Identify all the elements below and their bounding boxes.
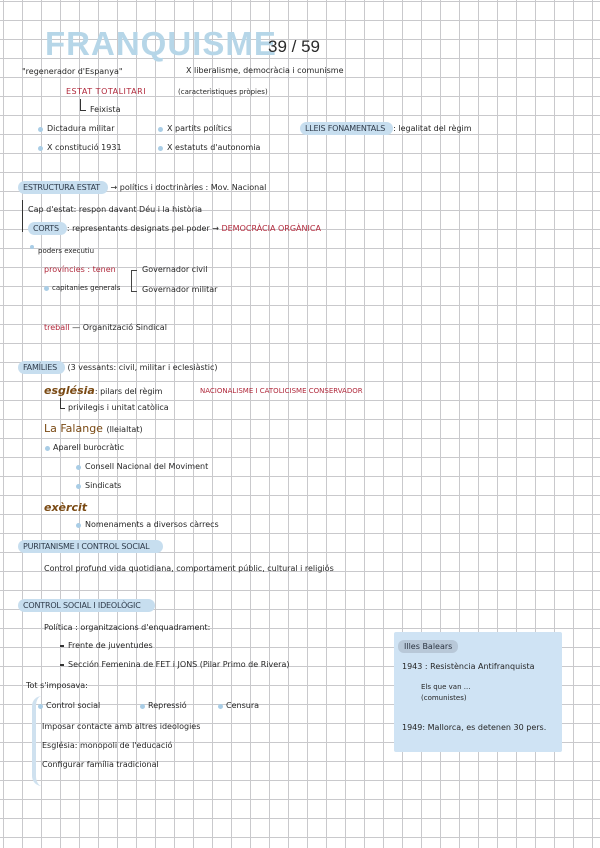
puritanisme-heading: PURITANISME I CONTROL SOCIAL <box>18 540 163 553</box>
control-heading-row <box>18 602 155 610</box>
provincies-bracket <box>131 270 137 292</box>
bullet-icon <box>76 465 81 470</box>
seccion-row <box>68 661 289 669</box>
nomenaments-text: Nomenaments a diversos càrrecs <box>85 520 219 529</box>
esglesia-row <box>44 385 162 396</box>
tag-control-social: Control social <box>46 701 101 710</box>
constitucio-text: X constitució 1931 <box>47 143 122 152</box>
regenerador-text: "regenerador d'Espanya" <box>22 67 123 76</box>
estat-totalitari: ESTAT TOTALITARI <box>66 87 147 96</box>
estructura-heading-row <box>18 184 266 192</box>
cap-estat-text: Cap d'estat: respon davant Déu i la història <box>28 205 203 214</box>
bullet-icon <box>38 146 43 151</box>
bullet-icon <box>38 704 43 709</box>
treball-note: — Organització Sindical <box>72 323 167 332</box>
control-heading: CONTROL SOCIAL I IDEOLÒGIC <box>18 599 155 612</box>
democracia-organica: DEMOCRÀCIA ORGÀNICA <box>221 224 321 233</box>
illes-balears-title: Illes Balears <box>398 640 458 653</box>
bullet-icon <box>45 446 50 451</box>
page-title: FRANQUISME <box>45 25 277 62</box>
governador-militar: Governador militar <box>142 285 218 294</box>
sidebox-line3: 1949: Mallorca, es detenen 30 pers. <box>402 723 547 732</box>
tag-repressio: Repressió <box>148 701 187 710</box>
estructura-heading: ESTRUCTURA ESTAT <box>18 181 108 194</box>
lleis-note: : legalitat del règim <box>393 124 472 133</box>
section-line <box>22 200 23 232</box>
bullet-icon <box>44 286 49 291</box>
sindicats-text: Sindicats <box>85 481 122 490</box>
arrow-line <box>60 398 61 408</box>
falange-label: La Falange <box>44 422 103 435</box>
falange-note: (lleialtat) <box>106 425 143 434</box>
treball-label: treball <box>44 323 70 332</box>
capitanies-text: capitanies generals <box>52 284 121 292</box>
dash-icon <box>60 645 64 647</box>
consell-text: Consell Nacional del Moviment <box>85 462 209 471</box>
privilegis-text: privilegis i unitat catòlica <box>68 403 169 412</box>
bullet-icon <box>158 127 163 132</box>
frente-text: Frente de juventudes <box>68 641 153 650</box>
partits-text: X partits polítics <box>167 124 232 133</box>
corts-row <box>28 225 321 233</box>
politica-text: Política : organitzacions d'enquadrament: <box>44 623 211 632</box>
treball-row <box>44 324 167 332</box>
seccion-note: (Pilar Primo de Rivera) <box>199 660 290 669</box>
nacionalisme-text: NACIONALISME I CATOLICISME CONSERVADOR <box>200 387 363 395</box>
esglesia-label: església <box>44 384 95 397</box>
control-line: Imposar contacte amb altres ideologies <box>42 722 201 731</box>
provincies-text: províncies : tenen <box>44 265 116 274</box>
bullet-icon <box>140 704 145 709</box>
bullet-icon <box>30 245 34 249</box>
seccion-text: Sección Femenina de FET i JONS <box>68 660 198 669</box>
tag-censura: Censura <box>226 701 260 710</box>
bullet-icon <box>76 484 81 489</box>
page-counter: 39 / 59 <box>268 37 320 56</box>
control-line: Església: monopoli de l'educació <box>42 741 173 750</box>
poders-text: poders executiu <box>38 247 95 255</box>
feixista-text: Feixista <box>90 105 121 114</box>
dictadura-text: Dictadura militar <box>47 124 115 133</box>
esglesia-note: : pilars del règim <box>94 387 163 396</box>
control-line: Configurar família tradicional <box>42 760 159 769</box>
bullet-icon <box>38 127 43 132</box>
lleis-heading: LLEIS FONAMENTALS <box>300 122 393 135</box>
sidebox-line2a: Els que van ... <box>421 683 471 691</box>
families-note: (3 vessants: civil, militar i eclesiàstic) <box>67 363 218 372</box>
arrow-line <box>80 99 81 110</box>
families-heading-row <box>18 364 218 372</box>
arrow-line <box>60 408 65 409</box>
estat-totalitari-note: (caracterìstiques pròpies) <box>178 88 268 96</box>
exercit-label: exèrcit <box>44 501 87 514</box>
dash-icon <box>60 664 64 666</box>
sidebox-line2b: (comunistes) <box>421 694 467 702</box>
arrow-line <box>80 110 86 111</box>
puritanisme-heading-row <box>18 543 163 551</box>
estatuts-text: X estatuts d'autonomia <box>167 143 261 152</box>
corts-heading: CORTS <box>28 222 67 235</box>
puritanisme-body: Control profund vida quotidiana, comportament públic, cultural i religiós <box>44 564 334 573</box>
corts-note: : representants designats pel poder → <box>66 224 219 233</box>
falange-row <box>44 423 143 434</box>
rejection-text: X liberalisme, democràcia i comunisme <box>186 66 344 75</box>
sidebox-line1: 1943 : Resistència Antifranquista <box>402 662 535 671</box>
bullet-icon <box>218 704 223 709</box>
bullet-icon <box>76 523 81 528</box>
governador-civil: Governador civil <box>142 265 208 274</box>
aparell-text: Aparell burocràtic <box>53 443 124 452</box>
families-heading: FAMÍLIES <box>18 361 65 374</box>
estructura-note: → polítics i doctrinàries : Mov. Nacional <box>110 183 267 192</box>
lleis-fonamentals <box>300 125 472 133</box>
imposar-text: Tot s'imposava: <box>26 681 88 690</box>
bullet-icon <box>158 146 163 151</box>
